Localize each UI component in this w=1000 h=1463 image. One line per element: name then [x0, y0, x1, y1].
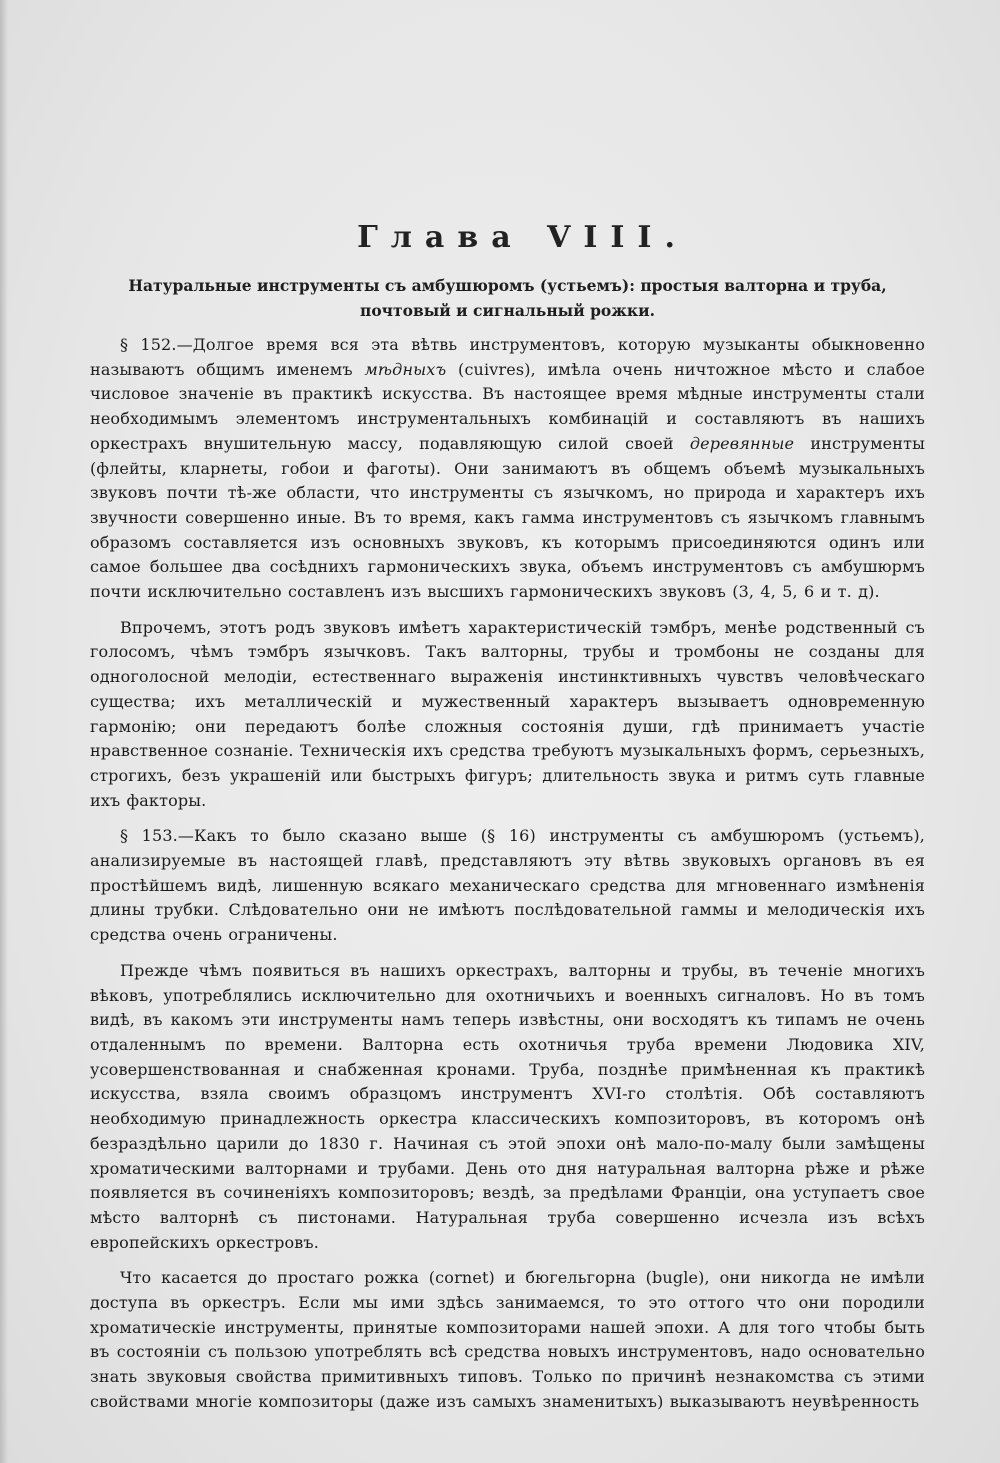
chapter-title: Глава VIII.	[357, 220, 688, 255]
chapter-subtitle: Натуральные инструменты съ амбушюромъ (устьемъ): простыя валторна и труба, почтовый и сигнальный рожки.	[128, 276, 887, 320]
paragraph-152-text-1: § 152.—Долгое время вся эта вѣтвь инструментовъ, которую музыканты обыкновенно называютъ общимъ именемъ	[90, 335, 925, 379]
paragraph-cornet-bugle: Что касается до простаго рожка (cornet) и бюгельгорна (bugle), они никогда не имѣли доступа въ оркестръ. Если мы ими здѣсь занимаемся, то это оттого что они породили хроматическiе инструменты, принятые композиторами нашей эпохи. А для того чтобы быть въ состоянiи съ пользою употреблять всѣ средства новыхъ инструментовъ, надо основательно знать звуковыя свойства примитивныхъ типовъ. Только по причинѣ незнакомства съ этими свойствами многiе композиторы (даже изъ самыхъ знаменитыхъ) выказываютъ неувѣренность	[90, 1268, 925, 1411]
page-edge-shadow	[0, 0, 8, 1463]
paragraph-152-emphasis-2: деревянные	[689, 433, 795, 453]
paragraph-152-emphasis-1: мѣдныхъ	[364, 359, 447, 379]
paragraph-152-text-3: инструменты (флейты, кларнеты, гобои и фаготы). Они занимаютъ въ общемъ объемѣ музыкальныхъ звуковъ почти тѣ-же области, что инструменты съ язычкомъ, но природа и характеръ ихъ звучности совершенно иные. Въ то время, какъ гамма инструментовъ съ язычкомъ главнымъ образомъ составляется изъ основныхъ звуковъ, къ которымъ присоединяются одинъ или самое большее два сосѣднихъ гармоническихъ звука, объемъ инструментовъ съ амбушюрмъ почти исключительно составленъ изъ высшихъ гармоническихъ звуковъ (3, 4, 5, 6 и т. д).	[90, 433, 926, 602]
paragraph-history: Прежде чѣмъ появиться въ нашихъ оркестрахъ, валторны и трубы, въ теченiе многихъ вѣковъ, употреблялись исключительно для охотничьихъ и военныхъ сигналовъ. Но въ томъ видѣ, въ какомъ эти инструменты намъ теперь извѣстны, они восходятъ къ типамъ не очень отдаленнымъ по времени. Валторна есть охотничья труба времени Людовика XIV, усовершенствованная и снабженная кронами. Труба, позднѣе примѣненная къ практикѣ искусства, взяла своимъ образцомъ инструментъ XVI-го столѣтiя. Обѣ составляютъ необходимую принадлежность оркестра классическихъ композиторовъ, въ которомъ онѣ безраздѣльно царили до 1830 г. Начиная съ этой эпохи онѣ мало-по-малу были замѣщены хроматическими валторнами и трубами. День ото дня натуральная валторна рѣже и рѣже появляется въ сочиненiяхъ композиторовъ; вездѣ, за предѣлами Францiи, она уступаетъ свое мѣсто валторнѣ съ пистонами. Натуральная труба совершенно исчезла изъ всѣхъ европейскихъ оркестровъ.	[90, 960, 925, 1252]
paragraph-timbre: Впрочемъ, этотъ родъ звуковъ имѣетъ характеристическiй тэмбръ, менѣе родственный съ голосомъ, чѣмъ тэмбръ язычковъ. Такъ валторны, трубы и тромбоны не созданы для одноголосной мелодiи, естественнаго выраженiя инстинктивныхъ чувствъ человѣческаго существа; ихъ металлическiй и мужественный характеръ вызываетъ одновременную гармонiю; они передаютъ болѣе сложныя состоянiя души, гдѣ принимаетъ участiе нравственное сознанiе. Техническiя ихъ средства требуютъ музыкальныхъ формъ, серьезныхъ, строгихъ, безъ украшенiй или быстрыхъ фигуръ; длительность звука и ритмъ суть главные ихъ факторы.	[90, 617, 925, 810]
page-content	[90, 220, 925, 1426]
paragraph-153: § 153.—Какъ то было сказано выше (§ 16) инструменты съ амбушюромъ (устьемъ), анализируемые въ настоящей главѣ, представляютъ эту вѣтвь звуковыхъ органовъ въ ея простѣйшемъ видѣ, лишенную всякаго механическаго средства для мгновеннаго измѣненiя длины трубки. Слѣдовательно они не имѣютъ послѣдовательной гаммы и мелодическiя ихъ средства очень ограничены.	[90, 826, 925, 945]
paragraph-152-text-2: (cuivres), имѣла очень ничтожное мѣсто и слабое числовое значенiе въ практикѣ искусства. Въ настоящее время мѣдные инструменты стали необходимымъ элементомъ инструментальныхъ комбинацiй и составляютъ въ нашихъ оркестрахъ внушительную массу, подавляющую силой своей	[90, 359, 925, 453]
paragraph-152	[90, 333, 925, 605]
